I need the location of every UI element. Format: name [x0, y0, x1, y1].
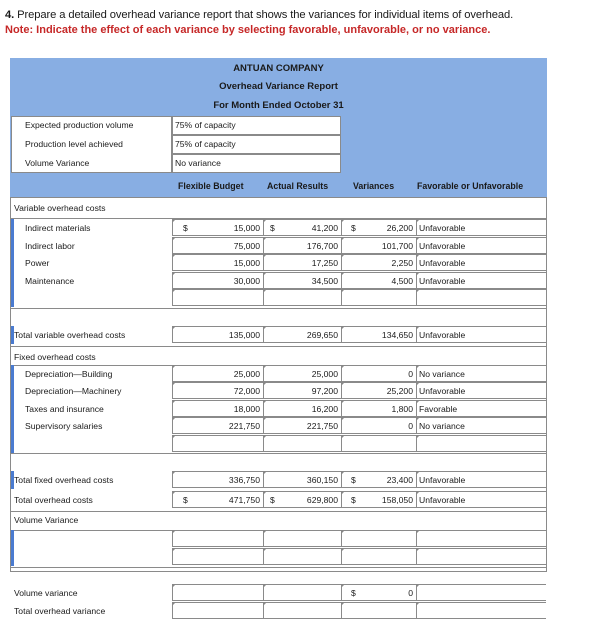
variable-row-1-effect: Unfavorable [419, 240, 466, 251]
variable-row-3-label: Maintenance [25, 275, 75, 286]
fixed-row-3-actual: 221,750 [306, 421, 338, 431]
total-fixed-actual: 360,150 [306, 475, 338, 485]
col-favorable-unfavorable: Favorable or Unfavorable [417, 181, 524, 191]
total-overhead-variance-budget-input[interactable] [172, 602, 263, 619]
fixed-row-2-actual: 16,200 [311, 403, 338, 414]
fixed-row-3-budget: 221,750 [228, 421, 260, 431]
variable-row-1-label: Indirect labor [25, 240, 75, 251]
fixed-empty-row-effect-select[interactable] [416, 435, 546, 452]
volume-empty-row-2-effect-select[interactable] [416, 548, 546, 565]
variable-row-3-effect: Unfavorable [419, 275, 466, 286]
info-label-expected: Expected production volume [25, 120, 134, 130]
total-fixed-label-marker [11, 471, 14, 489]
variable-row-2-budget: 15,000 [233, 258, 260, 268]
col-variances: Variances [353, 181, 395, 191]
question-note: Note: Indicate the effect of each variance by selecting favorable, unfavorable, or no variance. [5, 24, 491, 36]
fixed-row-2-label: Taxes and insurance [25, 403, 104, 414]
variable-row-3-budget: 30,000 [233, 275, 260, 286]
fixed-row-2-variance: 1,800 [391, 403, 413, 414]
variable-row-0-label: Indirect materials [25, 223, 91, 233]
variable-row-2-variance: 2,250 [391, 258, 413, 268]
fixed-header: Fixed overhead costs [14, 351, 96, 362]
info-label-achieved: Production level achieved [25, 139, 123, 149]
variable-row-0-actual-dollar: $ [270, 223, 275, 233]
volume-empty-row-2-budget-input[interactable] [172, 548, 263, 565]
variable-header: Variable overhead costs [14, 203, 106, 213]
variable-row-3-actual: 34,500 [311, 275, 338, 286]
total-fixed-effect: Unfavorable [419, 475, 466, 485]
fixed-row-1-effect: Unfavorable [419, 386, 466, 396]
variable-row-1-actual: 176,700 [306, 240, 338, 251]
total-variable-effect: Unfavorable [419, 329, 466, 340]
variable-row-0-budget: 15,000 [233, 223, 260, 233]
col-actual-results: Actual Results [267, 181, 329, 191]
fixed-row-0-budget: 25,000 [233, 368, 260, 379]
volume-variance-select[interactable] [172, 154, 341, 173]
total-overhead-variance-variance-input[interactable] [341, 602, 416, 619]
total-overhead-actual-dollar: $ [270, 495, 275, 505]
volume-empty-row-1-effect-select[interactable] [416, 530, 546, 547]
fixed-row-3-label-marker [11, 417, 14, 435]
fixed-row-3-variance-input[interactable] [341, 417, 416, 434]
fixed-row-0-variance-input[interactable] [341, 365, 416, 382]
fixed-row-2-label-marker [11, 400, 14, 418]
volume-variance-budget-input[interactable] [172, 584, 263, 601]
fixed-empty-row-variance-input[interactable] [341, 435, 416, 452]
total-overhead-variance-effect-select[interactable] [416, 602, 546, 619]
fixed-row-3-effect: No variance [419, 421, 465, 431]
row-divider [10, 346, 547, 347]
fixed-row-1-variance: 25,200 [386, 386, 413, 396]
total-overhead-budget-dollar: $ [183, 495, 188, 505]
variable-empty-row-variance-input[interactable] [341, 289, 416, 306]
volume-variance-variance: 0 [408, 588, 413, 598]
total-overhead-budget: 471,750 [228, 495, 260, 505]
total-variable-label-marker [11, 326, 14, 344]
achieved-level-value: 75% of capacity [175, 139, 236, 149]
question-text [5, 9, 513, 21]
expected-volume-select[interactable] [172, 116, 341, 135]
total-variable-label: Total variable overhead costs [14, 329, 126, 340]
variable-row-3-variance: 4,500 [391, 275, 413, 286]
total-overhead-variance-actual-input[interactable] [263, 602, 341, 619]
fixed-row-3-variance: 0 [408, 421, 413, 431]
volume-header: Volume Variance [14, 515, 79, 525]
fixed-empty-row-budget-input[interactable] [172, 435, 263, 452]
variable-row-0-actual: 41,200 [311, 223, 338, 233]
volume-variance-actual-input[interactable] [263, 584, 341, 601]
achieved-level-select[interactable] [172, 135, 341, 154]
report-title: Overhead Variance Report [219, 81, 338, 92]
fixed-empty-row-label-marker [11, 435, 14, 453]
volume-empty-row-2-actual-input[interactable] [263, 548, 341, 565]
total-overhead-variance-dollar: $ [351, 495, 356, 505]
row-divider [10, 511, 547, 512]
volume-empty-row-2-variance-input[interactable] [341, 548, 416, 565]
total-fixed-variance: 23,400 [386, 475, 413, 485]
total-overhead-label: Total overhead costs [14, 495, 93, 505]
row-divider [10, 567, 547, 568]
total-overhead-effect: Unfavorable [419, 495, 466, 505]
variable-row-2-actual: 17,250 [311, 258, 338, 268]
row-divider [10, 308, 547, 309]
volume-empty-row-2-label-marker [11, 548, 14, 566]
volume-variance-variance-dollar: $ [351, 588, 356, 598]
fixed-empty-row-actual-input[interactable] [263, 435, 341, 452]
total-fixed-variance-dollar: $ [351, 475, 356, 485]
variable-row-0-effect: Unfavorable [419, 223, 466, 233]
fixed-row-3-label: Supervisory salaries [25, 421, 103, 431]
variable-empty-row-effect-select[interactable] [416, 289, 546, 306]
fixed-row-1-budget: 72,000 [233, 386, 260, 396]
total-variable-variance: 134,650 [381, 329, 413, 340]
col-flexible-budget: Flexible Budget [178, 181, 244, 191]
variable-row-2-label: Power [25, 258, 50, 268]
variable-empty-row-label-marker [11, 289, 14, 307]
total-fixed-budget: 336,750 [228, 475, 260, 485]
variable-row-1-label-marker [11, 237, 14, 255]
volume-empty-row-1-budget-input[interactable] [172, 530, 263, 547]
total-overhead-variance: 158,050 [381, 495, 413, 505]
total-fixed-label: Total fixed overhead costs [14, 475, 114, 485]
total-overhead-variance-label: Total overhead variance [14, 606, 106, 616]
variable-empty-row-budget-input[interactable] [172, 289, 263, 306]
row-divider [10, 453, 547, 454]
report-period: For Month Ended October 31 [213, 100, 344, 111]
volume-variance-effect-select[interactable] [416, 584, 546, 601]
variable-row-0-variance-dollar: $ [351, 223, 356, 233]
variable-row-2-label-marker [11, 254, 14, 272]
variable-row-1-budget: 75,000 [233, 240, 260, 251]
variable-row-0-variance: 26,200 [386, 223, 413, 233]
variable-row-0-budget-dollar: $ [183, 223, 188, 233]
total-variable-actual: 269,650 [306, 329, 338, 340]
fixed-row-0-effect: No variance [419, 368, 465, 379]
volume-empty-row-1-label-marker [11, 530, 14, 548]
variable-row-2-effect: Unfavorable [419, 258, 466, 268]
company-name: ANTUAN COMPANY [233, 63, 324, 74]
total-overhead-actual: 629,800 [306, 495, 338, 505]
fixed-row-2-budget: 18,000 [233, 403, 260, 414]
variable-row-3-label-marker [11, 272, 14, 290]
volume-variance-value: No variance [175, 158, 221, 168]
expected-volume-value: 75% of capacity [175, 120, 236, 130]
fixed-row-0-label-marker [11, 365, 14, 383]
fixed-row-0-variance: 0 [408, 368, 413, 379]
fixed-row-2-effect: Favorable [419, 403, 458, 414]
total-variable-budget: 135,000 [228, 329, 260, 340]
fixed-row-1-label-marker [11, 382, 14, 400]
question-body: Prepare a detailed overhead variance report that shows the variances for individual items of overhead. [17, 9, 514, 21]
question-number: 4. [5, 9, 15, 21]
variable-empty-row-actual-input[interactable] [263, 289, 341, 306]
fixed-row-0-actual: 25,000 [311, 368, 338, 379]
variable-row-0-label-marker [11, 219, 14, 237]
fixed-row-1-actual: 97,200 [311, 386, 338, 396]
volume-empty-row-1-variance-input[interactable] [341, 530, 416, 547]
info-label-volume: Volume Variance [25, 158, 90, 168]
fixed-row-0-label: Depreciation—Building [25, 368, 113, 379]
volume-empty-row-1-actual-input[interactable] [263, 530, 341, 547]
variable-row-1-variance: 101,700 [381, 240, 413, 251]
volume-variance-label: Volume variance [14, 588, 78, 598]
fixed-row-1-label: Depreciation—Machinery [25, 386, 122, 396]
